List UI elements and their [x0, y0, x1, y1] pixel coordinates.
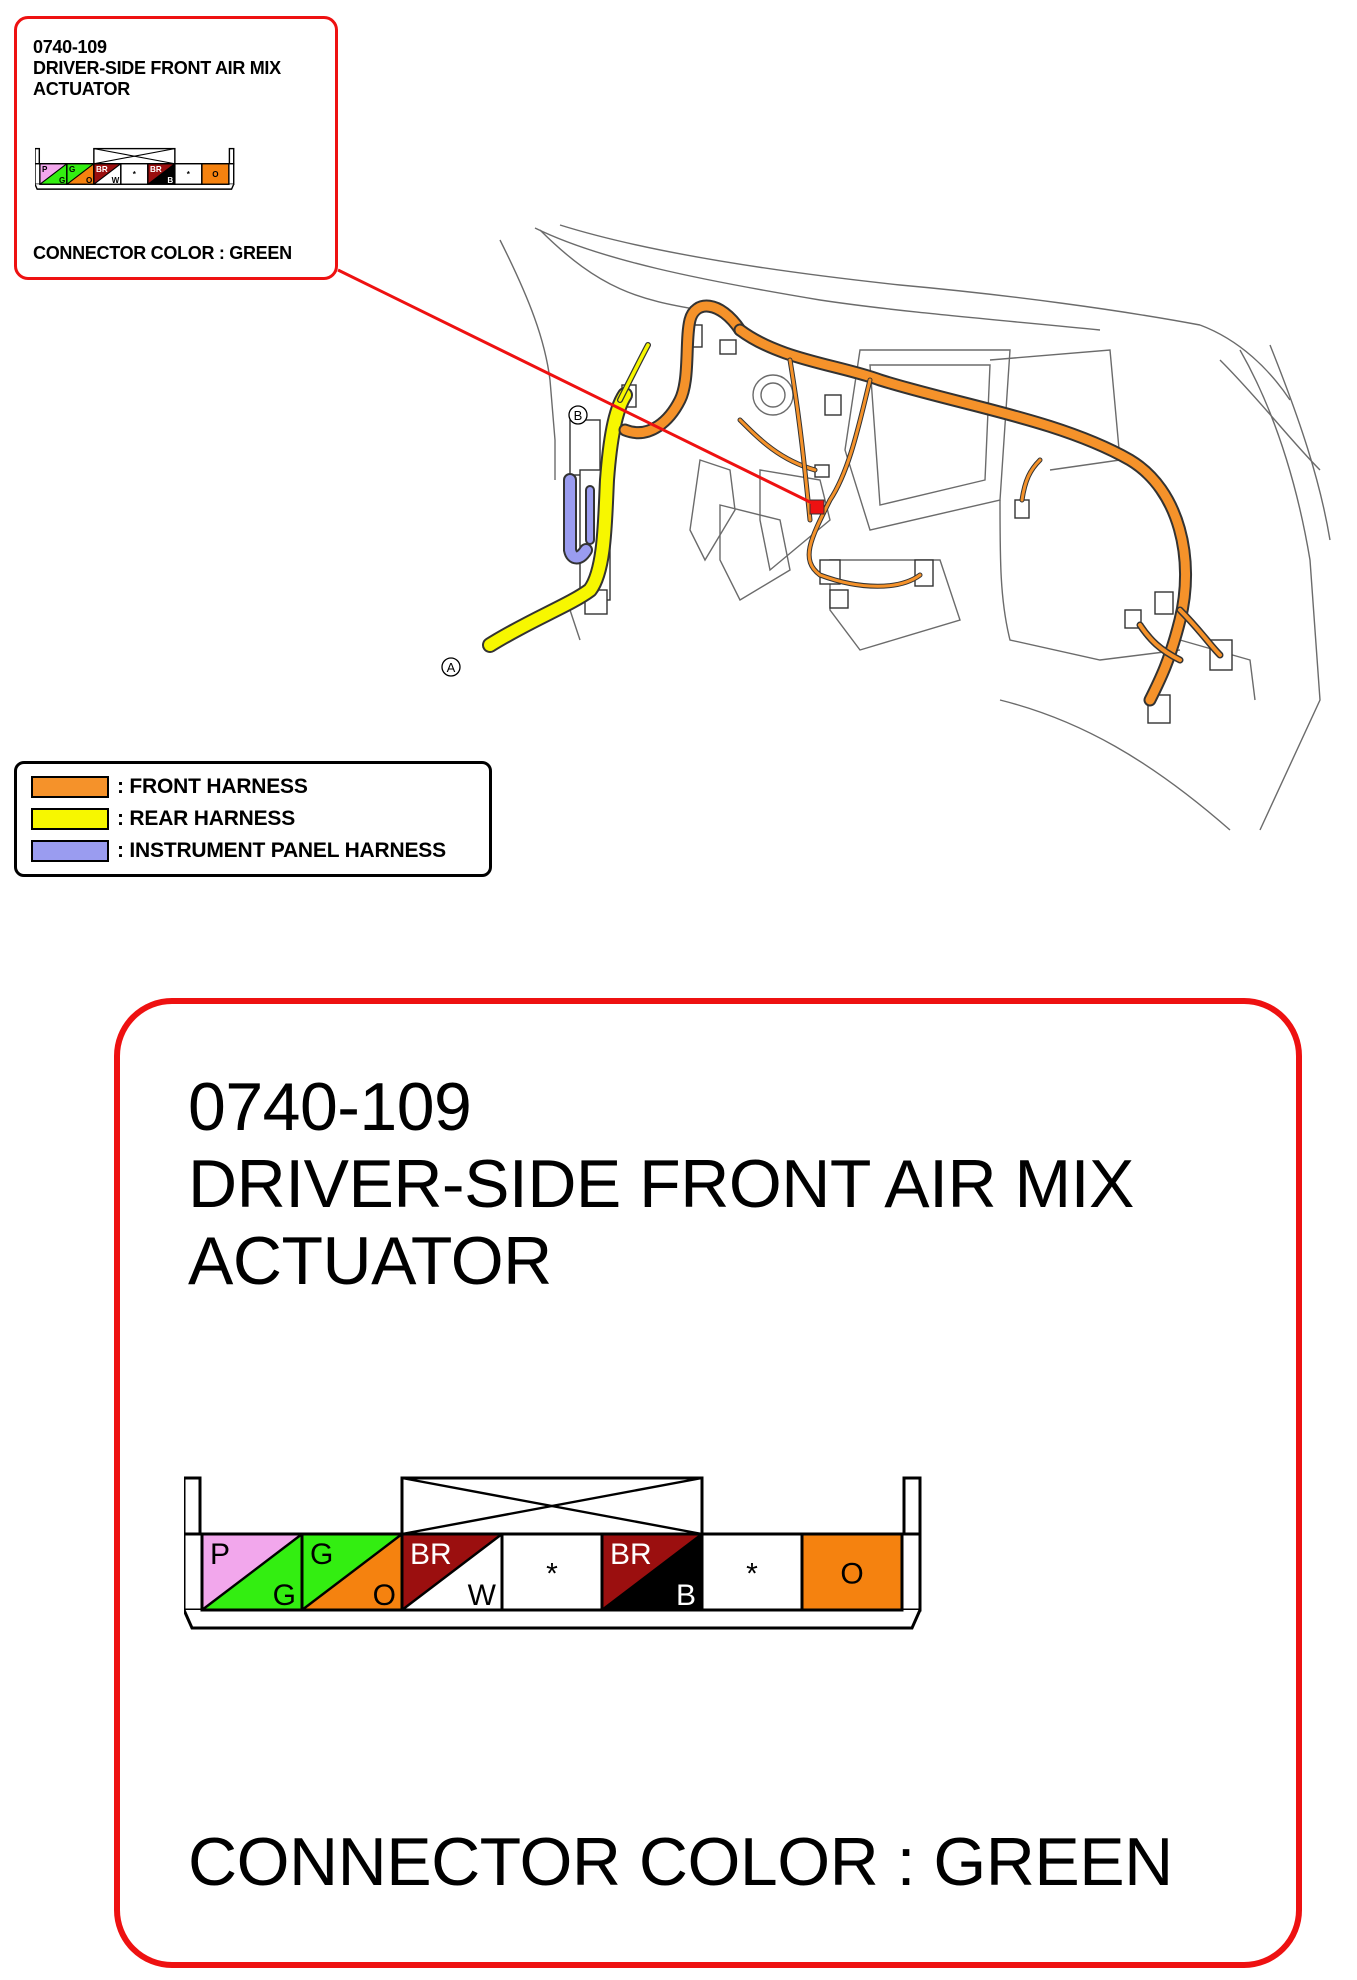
small-connector-color-text: CONNECTOR COLOR : GREEN: [33, 243, 292, 263]
connector-pin-top-label: G: [69, 164, 76, 174]
connector-pin-label: *: [746, 1557, 758, 1591]
legend-swatch-rear: [31, 808, 109, 830]
connector-pin-bottom-label: O: [85, 175, 93, 185]
marker-b-label: B: [573, 408, 583, 423]
connector-pin-top-label: P: [210, 1538, 231, 1571]
legend-swatch-front: [31, 776, 109, 798]
legend-label-front: : FRONT HARNESS: [117, 775, 308, 798]
connector-pin-label: *: [546, 1557, 558, 1591]
large-connector-code: 0740-109: [188, 1069, 472, 1145]
large-connector-color-text: CONNECTOR COLOR : GREEN: [188, 1824, 1173, 1900]
marker-a-label: A: [446, 660, 456, 675]
connector-pin-bottom-label: B: [167, 175, 174, 185]
small-connector-name-line2: ACTUATOR: [33, 79, 130, 99]
large-callout-box: [114, 998, 1302, 1968]
vehicle-body-outline: [500, 225, 1330, 830]
harness-illustration: [0, 0, 1357, 860]
large-connector-diagram: [184, 1472, 1184, 1682]
connector-pin-top-label: BR: [610, 1538, 652, 1571]
connector-pin-top-label: BR: [410, 1538, 452, 1571]
connector-pin-label: O: [212, 170, 219, 180]
legend-label-rear: : REAR HARNESS: [117, 807, 296, 830]
small-connector-name-line1: DRIVER-SIDE FRONT AIR MIX: [33, 58, 281, 78]
legend-swatch-instrument-panel: [31, 840, 109, 862]
connector-pin-bottom-label: G: [58, 175, 66, 185]
connector-pin-bottom-label: O: [372, 1579, 396, 1612]
legend-label-instrument-panel: : INSTRUMENT PANEL HARNESS: [117, 839, 446, 862]
large-connector-name-line2: ACTUATOR: [188, 1223, 552, 1299]
connector-bottom-tray: [184, 1610, 920, 1628]
connector-pin-bottom-label: B: [675, 1579, 696, 1612]
connector-pin-top-label: G: [310, 1538, 334, 1571]
connector-pin-top-label: P: [42, 164, 48, 174]
large-connector-name-line1: DRIVER-SIDE FRONT AIR MIX: [188, 1146, 1134, 1222]
connector-pin-bottom-label: W: [467, 1579, 496, 1612]
connector-pin-top-label: BR: [150, 164, 162, 174]
connector-pin-label: *: [132, 170, 136, 180]
connector-pin-top-label: BR: [96, 164, 108, 174]
connector-pin-bottom-label: G: [272, 1579, 296, 1612]
small-connector-code: 0740-109: [33, 37, 107, 57]
connector-pin-label: O: [840, 1557, 864, 1591]
connector-pin-bottom-label: W: [111, 175, 120, 185]
connector-left-post: [184, 1478, 200, 1534]
connector-pin-label: *: [186, 170, 190, 180]
connector-right-post: [904, 1478, 920, 1534]
harness-legend: [14, 761, 492, 877]
